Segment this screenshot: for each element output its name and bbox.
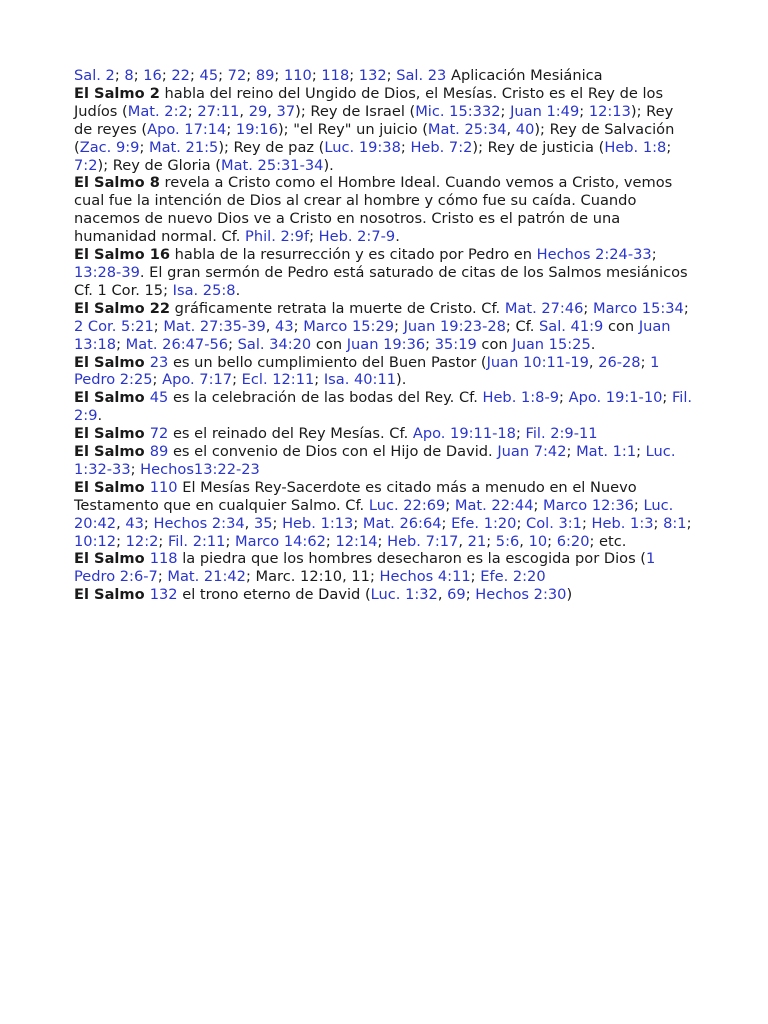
body-text: ); "el Rey" un juicio ( xyxy=(277,120,428,138)
body-text: . xyxy=(97,407,103,425)
scripture-reference-link[interactable]: Sal. 2 xyxy=(74,67,115,84)
body-text: ); Rey de Salvación ( xyxy=(74,120,675,156)
body-text: ; xyxy=(386,67,397,84)
scripture-reference-link[interactable]: Heb. 2:7-9 xyxy=(318,228,396,246)
body-text: ; xyxy=(683,299,689,317)
body-text: ; xyxy=(559,389,569,407)
psalm-heading: El Salmo 16 xyxy=(74,246,171,264)
body-text: , xyxy=(244,514,254,532)
scripture-reference-link[interactable]: Apo. 19:11-18 xyxy=(412,425,516,443)
psalm-heading: El Salmo 22 xyxy=(74,299,171,317)
body-text: ); Rey de paz ( xyxy=(218,138,325,156)
scripture-reference-link[interactable]: 27:11 xyxy=(197,102,240,120)
scripture-reference-link[interactable]: Luc. 22:69 xyxy=(368,496,446,514)
body-text: ; xyxy=(161,67,172,84)
body-text: ; xyxy=(425,335,435,353)
paragraph-salmo-72 xyxy=(74,425,694,443)
body-text: ; xyxy=(139,138,149,156)
psalm-heading: El Salmo xyxy=(74,478,150,496)
scripture-reference-link[interactable]: Juan 19:23-28 xyxy=(403,317,506,335)
body-text: , xyxy=(265,317,276,335)
body-text: , xyxy=(506,120,516,138)
scripture-reference-link[interactable]: Marco 15:34 xyxy=(592,299,684,317)
body-text: ; xyxy=(114,67,125,84)
paragraph-salmo-16 xyxy=(74,246,694,300)
scripture-reference-link[interactable]: Juan 13:18 xyxy=(74,317,671,353)
scripture-reference-link[interactable]: 8 xyxy=(124,67,134,84)
scripture-reference-link[interactable]: 110 xyxy=(283,67,312,84)
paragraph-salmo-23 xyxy=(74,354,694,390)
paragraph-salmo-118 xyxy=(74,550,694,586)
scripture-reference-link[interactable]: 45 xyxy=(199,67,219,84)
scripture-reference-link[interactable]: Sal. 41:9 xyxy=(539,317,604,335)
scripture-reference-link[interactable]: Sal. 23 xyxy=(396,67,447,84)
body-text: ; xyxy=(579,102,589,120)
psalm-heading: El Salmo xyxy=(74,425,150,443)
scripture-reference-link[interactable]: Mat. 26:64 xyxy=(362,514,442,532)
scripture-reference-link[interactable]: Mat. 1:1 xyxy=(576,443,637,461)
scripture-reference-link[interactable]: Efe. 2:20 xyxy=(480,568,546,586)
body-text: ; xyxy=(653,514,664,532)
body-text: ; xyxy=(272,514,283,532)
scripture-reference-link[interactable]: 19:16 xyxy=(235,120,278,138)
scripture-reference-link[interactable]: 21 xyxy=(467,532,487,550)
scripture-reference-link[interactable]: 72 xyxy=(149,425,169,443)
paragraph-index xyxy=(74,67,694,85)
scripture-reference-link[interactable]: Mat. 26:47-56 xyxy=(125,335,229,353)
body-text: con xyxy=(476,335,513,353)
body-text: la piedra que los hombres desecharon es la escogida por Dios ( xyxy=(177,550,647,568)
body-text: ; xyxy=(400,138,411,156)
scripture-reference-link[interactable]: Luc. 1:32 xyxy=(370,586,438,604)
body-text: ; xyxy=(218,67,228,84)
body-text: es un bello cumplimiento del Buen Pastor ( xyxy=(168,353,487,371)
body-text: ; xyxy=(633,496,644,514)
scripture-reference-link[interactable]: Heb. 7:17 xyxy=(387,532,459,550)
body-text: ); Rey de reyes ( xyxy=(74,102,674,138)
body-text: ; xyxy=(636,443,646,461)
scripture-reference-link[interactable]: Mat. 25:31-34 xyxy=(221,156,324,174)
body-text: es la celebración de las bodas del Rey. Cf. xyxy=(168,389,483,407)
scripture-reference-link[interactable]: Heb. 1:8-9 xyxy=(482,389,560,407)
scripture-reference-link[interactable]: 2 Cor. 5:21 xyxy=(74,317,154,335)
scripture-reference-link[interactable]: 22 xyxy=(171,67,190,84)
body-text: ; xyxy=(349,67,359,84)
scripture-reference-link[interactable]: Hechos13:22-23 xyxy=(140,460,260,478)
body-text: ; xyxy=(581,514,592,532)
body-text: ; Marc. 12:10, 11; xyxy=(245,568,380,586)
scripture-reference-link[interactable]: Hechos 2:24-33 xyxy=(536,246,652,264)
scripture-reference-link[interactable]: Luc. 20:42 xyxy=(74,496,674,532)
body-text: ) xyxy=(566,586,573,604)
psalm-heading: El Salmo xyxy=(74,550,150,568)
scripture-reference-link[interactable]: Isa. 40:11 xyxy=(323,371,397,389)
body-text: ; xyxy=(189,67,200,84)
scripture-reference-link[interactable]: Efe. 1:20 xyxy=(451,514,517,532)
body-text: ; xyxy=(309,228,319,246)
body-text: ). xyxy=(323,156,334,174)
body-text: ; etc. xyxy=(589,532,627,550)
body-text: ; xyxy=(133,67,144,84)
psalm-heading: El Salmo 2 xyxy=(74,84,160,102)
scripture-reference-link[interactable]: Mat. 25:34 xyxy=(427,120,507,138)
scripture-reference-link[interactable]: Juan 1:49 xyxy=(510,102,580,120)
scripture-reference-link[interactable]: 118 xyxy=(321,67,350,84)
body-text: , xyxy=(239,102,249,120)
paragraph-salmo-8 xyxy=(74,174,694,246)
scripture-reference-link[interactable]: Isa. 25:8 xyxy=(172,281,236,299)
scripture-reference-link[interactable]: 89 xyxy=(255,67,275,84)
scripture-reference-link[interactable]: 1 Pedro 2:25 xyxy=(74,353,660,389)
paragraph-salmo-89 xyxy=(74,443,694,479)
body-text: ). xyxy=(396,371,407,389)
body-text: ); Rey de Gloria ( xyxy=(97,156,221,174)
scripture-reference-link[interactable]: 7:2 xyxy=(74,156,98,174)
scripture-reference-link[interactable]: Sal. 34:20 xyxy=(237,335,312,353)
body-text: ; xyxy=(293,317,304,335)
body-text: gráficamente retrata la muerte de Cristo. Cf. xyxy=(170,299,505,317)
psalm-heading: El Salmo xyxy=(74,586,150,604)
scripture-reference-link[interactable]: 1 Pedro 2:6-7 xyxy=(74,550,656,586)
body-text: ; xyxy=(232,371,242,389)
body-text: ; xyxy=(486,532,496,550)
scripture-reference-link[interactable]: Hechos 4:11 xyxy=(379,568,471,586)
scripture-reference-link[interactable]: 110 xyxy=(149,478,178,496)
body-text: el trono eterno de David ( xyxy=(177,586,371,604)
body-text: Aplicación Mesiánica xyxy=(446,67,603,84)
scripture-reference-link[interactable]: Col. 3:1 xyxy=(526,514,582,532)
scripture-reference-link[interactable]: Fil. 2:9-11 xyxy=(525,425,598,443)
scripture-reference-link[interactable]: 5:6 xyxy=(495,532,520,550)
scripture-reference-link[interactable]: 89 xyxy=(149,443,169,461)
scripture-reference-link[interactable]: 29 xyxy=(248,102,268,120)
paragraph-salmo-22 xyxy=(74,300,694,354)
body-text: ; xyxy=(445,496,455,514)
psalm-heading: El Salmo xyxy=(74,443,150,461)
scripture-reference-link[interactable]: Apo. 17:14 xyxy=(147,120,227,138)
scripture-reference-link[interactable]: 13:28-39 xyxy=(74,263,140,281)
scripture-reference-link[interactable]: Hechos 2:30 xyxy=(475,586,567,604)
scripture-reference-link[interactable]: Juan 15:25 xyxy=(512,335,591,353)
body-text: ; xyxy=(500,102,511,120)
scripture-reference-link[interactable]: 16 xyxy=(143,67,162,84)
body-text: ; xyxy=(516,514,527,532)
scripture-reference-link[interactable]: Apo. 7:17 xyxy=(162,371,233,389)
scripture-reference-link[interactable]: Zac. 9:9 xyxy=(79,138,140,156)
body-text: . xyxy=(235,281,241,299)
body-text: ; xyxy=(547,532,557,550)
paragraph-salmo-110 xyxy=(74,479,694,551)
body-text: ; xyxy=(394,317,404,335)
body-text: ; xyxy=(465,586,476,604)
body-text: ; xyxy=(470,568,481,586)
scripture-reference-link[interactable]: 45 xyxy=(149,389,169,407)
scripture-reference-link[interactable]: Juan 7:42 xyxy=(497,443,567,461)
body-text: . El gran sermón de Pedro está saturado de citas de los Salmos mesiánicos Cf. 1 Cor. 15; xyxy=(74,263,688,299)
body-text: ; xyxy=(158,532,168,550)
document-body xyxy=(74,67,694,604)
body-text: ; xyxy=(246,67,256,84)
body-text: ; xyxy=(314,371,324,389)
scripture-reference-link[interactable]: Juan 10:11-19 xyxy=(486,353,589,371)
scripture-reference-link[interactable]: Phil. 2:9f xyxy=(245,228,310,246)
scripture-reference-link[interactable]: 6:20 xyxy=(556,532,590,550)
scripture-reference-link[interactable]: 132 xyxy=(358,67,387,84)
body-text: ; xyxy=(377,532,388,550)
scripture-reference-link[interactable]: 35:19 xyxy=(434,335,477,353)
body-text: ; xyxy=(143,514,154,532)
body-text: , xyxy=(267,102,277,120)
scripture-reference-link[interactable]: 8:1 xyxy=(663,514,687,532)
body-text: ; xyxy=(116,532,126,550)
body-text: ; xyxy=(152,371,163,389)
scripture-reference-link[interactable]: Heb. 7:2 xyxy=(410,138,473,156)
body-text: ; Cf. xyxy=(505,317,540,335)
body-text: ); Rey de justicia ( xyxy=(472,138,605,156)
body-text: ; xyxy=(662,389,672,407)
body-text: ; xyxy=(686,514,692,532)
paragraph-salmo-45 xyxy=(74,389,694,425)
scripture-reference-link[interactable]: 43 xyxy=(275,317,294,335)
scripture-reference-link[interactable]: 12:13 xyxy=(588,102,631,120)
body-text: es el reinado del Rey Mesías. Cf. xyxy=(168,425,413,443)
body-text: ; xyxy=(225,532,236,550)
scripture-reference-link[interactable]: 12:14 xyxy=(335,532,378,550)
body-text: ; xyxy=(153,317,164,335)
body-text: ; xyxy=(311,67,322,84)
paragraph-salmo-132 xyxy=(74,586,694,604)
body-text: ; xyxy=(441,514,452,532)
scripture-reference-link[interactable]: Heb. 1:3 xyxy=(591,514,654,532)
scripture-reference-link[interactable]: Hechos 2:34 xyxy=(153,514,245,532)
psalm-heading: El Salmo xyxy=(74,389,150,407)
body-text: habla del reino del Ungido de Dios, el Mesías. Cristo es el Rey de los Judíos ( xyxy=(74,84,664,120)
scripture-reference-link[interactable]: Luc. 1:32-33 xyxy=(74,443,676,478)
body-text: , xyxy=(116,514,126,532)
scripture-reference-link[interactable]: 72 xyxy=(227,67,247,84)
scripture-reference-link[interactable]: 10 xyxy=(528,532,548,550)
body-text: ; xyxy=(226,120,236,138)
scripture-reference-link[interactable]: Apo. 19:1-10 xyxy=(568,389,663,407)
scripture-reference-link[interactable]: Fil. 2:9 xyxy=(74,389,693,425)
body-text: con xyxy=(311,335,347,353)
scripture-reference-link[interactable]: Mat. 21:5 xyxy=(149,138,219,156)
scripture-reference-link[interactable]: Mat. 27:35-39 xyxy=(163,317,266,335)
scripture-reference-link[interactable]: Marco 15:29 xyxy=(303,317,395,335)
body-text: con xyxy=(603,317,639,335)
body-text: ; xyxy=(130,460,141,478)
body-text: ; xyxy=(640,353,651,371)
body-text: , xyxy=(588,353,599,371)
scripture-reference-link[interactable]: 10:12 xyxy=(74,532,117,550)
scripture-reference-link[interactable]: Marco 14:62 xyxy=(235,532,326,550)
scripture-reference-link[interactable]: 132 xyxy=(149,586,178,604)
scripture-reference-link[interactable]: Juan 19:36 xyxy=(346,335,426,353)
scripture-reference-link[interactable]: 26-28 xyxy=(598,353,641,371)
body-text: ; xyxy=(353,514,363,532)
scripture-reference-link[interactable]: Mic. 15:332 xyxy=(415,102,501,120)
body-text: ; xyxy=(666,138,672,156)
body-text: es el convenio de Dios con el Hijo de David. xyxy=(168,443,498,461)
body-text: ; xyxy=(116,335,126,353)
body-text: ; xyxy=(583,299,593,317)
body-text: ; xyxy=(651,246,657,264)
scripture-reference-link[interactable]: Mat. 27:46 xyxy=(504,299,584,317)
scripture-reference-link[interactable]: Heb. 1:13 xyxy=(282,514,354,532)
scripture-reference-link[interactable]: Marco 12:36 xyxy=(543,496,634,514)
body-text: ); Rey de Israel ( xyxy=(295,102,416,120)
body-text: ; xyxy=(515,425,526,443)
scripture-reference-link[interactable]: Mat. 2:2 xyxy=(127,102,188,120)
scripture-reference-link[interactable]: Ecl. 12:11 xyxy=(241,371,315,389)
scripture-reference-link[interactable]: Heb. 1:8 xyxy=(604,138,667,156)
body-text: , xyxy=(519,532,529,550)
scripture-reference-link[interactable]: 69 xyxy=(447,586,466,604)
scripture-reference-link[interactable]: 23 xyxy=(149,353,169,371)
body-text: ; xyxy=(533,496,544,514)
scripture-reference-link[interactable]: 40 xyxy=(515,120,535,138)
body-text: , xyxy=(437,586,448,604)
scripture-reference-link[interactable]: Mat. 21:42 xyxy=(167,568,246,586)
scripture-reference-link[interactable]: 12:2 xyxy=(125,532,159,550)
body-text: ; xyxy=(274,67,284,84)
scripture-reference-link[interactable]: 43 xyxy=(125,514,144,532)
scripture-reference-link[interactable]: Fil. 2:11 xyxy=(167,532,226,550)
body-text: ; xyxy=(187,102,198,120)
scripture-reference-link[interactable]: 35 xyxy=(253,514,273,532)
body-text: El Mesías Rey-Sacerdote es citado más a menudo en el Nuevo Testamento que en cualquier Salmo. Cf. xyxy=(74,478,637,514)
scripture-reference-link[interactable]: 118 xyxy=(149,550,178,568)
psalm-heading: El Salmo 8 xyxy=(74,174,160,192)
scripture-reference-link[interactable]: Mat. 22:44 xyxy=(454,496,534,514)
paragraph-salmo-2 xyxy=(74,85,694,175)
body-text: . xyxy=(590,335,596,353)
body-text: ; xyxy=(566,443,577,461)
body-text: ; xyxy=(325,532,336,550)
body-text: ; xyxy=(228,335,238,353)
body-text: revela a Cristo como el Hombre Ideal. Cuando vemos a Cristo, vemos cual fue la intención de Dios al crear al hombre y cómo fue su caída. Cuando nacemos de nuevo Dios ve a Cristo en nosotros. Cristo es el patrón de una humanidad normal. Cf. xyxy=(74,174,673,246)
psalm-heading: El Salmo xyxy=(74,353,150,371)
body-text: habla de la resurrección y es citado por Pedro en xyxy=(170,246,537,264)
body-text: , xyxy=(458,532,468,550)
body-text: . xyxy=(395,228,400,246)
body-text: ; xyxy=(157,568,168,586)
scripture-reference-link[interactable]: 37 xyxy=(276,102,296,120)
scripture-reference-link[interactable]: Luc. 19:38 xyxy=(324,138,401,156)
